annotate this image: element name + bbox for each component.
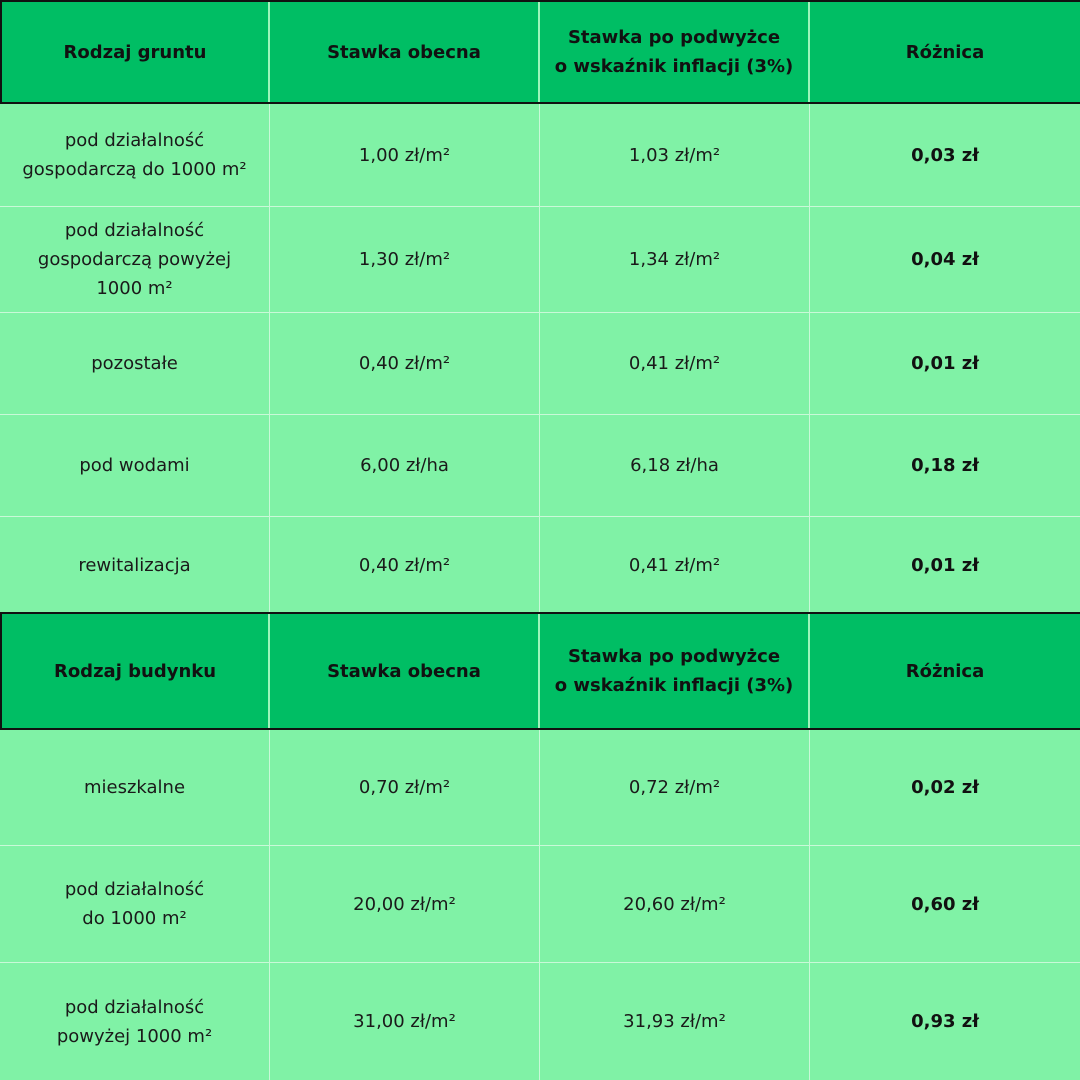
table-cell: 0,41 zł/m² [540, 517, 810, 613]
table-cell: 0,41 zł/m² [540, 313, 810, 415]
header-building-type: Rodzaj budynku [2, 614, 270, 728]
header-land-type: Rodzaj gruntu [2, 2, 270, 102]
table-cell: 0,72 zł/m² [540, 730, 810, 846]
table-cell-difference: 0,93 zł [911, 1011, 979, 1032]
table-cell: pod działalność powyżej 1000 m² [0, 963, 270, 1080]
table-cell-difference: 0,04 zł [810, 207, 1080, 313]
table-cell-difference: 0,01 zł [810, 313, 1080, 415]
table-cell: 1,00 zł/m² [270, 104, 540, 207]
table-cell: 20,60 zł/m² [540, 846, 810, 963]
table-cell: pozostałe [0, 313, 270, 415]
table-cell: 1,30 zł/m² [270, 207, 540, 313]
table-cell: pod działalność gospodarczą do 1000 m² [0, 104, 270, 207]
table-cell: 0,40 zł/m² [270, 517, 540, 613]
table-cell: 0,70 zł/m² [270, 730, 540, 846]
land-table-header [0, 0, 1080, 104]
table-cell-difference: 0,02 zł [810, 730, 1080, 846]
table-cell: 0,40 zł/m² [270, 313, 540, 415]
header-current-rate: Stawka obecna [270, 614, 540, 728]
header-new-rate: Stawka po podwyżce o wskaźnik inflacji (3%) [540, 614, 810, 728]
table-cell-difference: 0,03 zł [810, 104, 1080, 207]
table-cell: rewitalizacja [0, 517, 270, 613]
table-cell: pod wodami [0, 415, 270, 517]
table-cell: pod działalność gospodarczą powyżej 1000 m² [0, 207, 270, 313]
header-current-rate: Stawka obecna [270, 2, 540, 102]
land-table-body [0, 104, 1080, 613]
table-cell-difference: 0,01 zł [911, 554, 979, 576]
table-cell: 1,03 zł/m² [540, 104, 810, 207]
table-cell: 31,00 zł/m² [270, 963, 540, 1080]
header-difference: Różnica [810, 614, 1080, 728]
building-table-body [0, 730, 1080, 1080]
table-cell: 6,18 zł/ha [540, 415, 810, 517]
table-cell-difference: 0,60 zł [810, 846, 1080, 963]
table-cell: 20,00 zł/m² [270, 846, 540, 963]
table-cell: mieszkalne [0, 730, 270, 846]
header-new-rate: Stawka po podwyżce o wskaźnik inflacji (3%) [540, 2, 810, 102]
header-difference: Różnica [810, 2, 1080, 102]
table-cell: 1,34 zł/m² [540, 207, 810, 313]
table-cell: 31,93 zł/m² [540, 963, 810, 1080]
table-cell: 6,00 zł/ha [270, 415, 540, 517]
building-table-header [0, 612, 1080, 730]
table-cell-difference: 0,18 zł [810, 415, 1080, 517]
table-cell: pod działalność do 1000 m² [0, 846, 270, 963]
